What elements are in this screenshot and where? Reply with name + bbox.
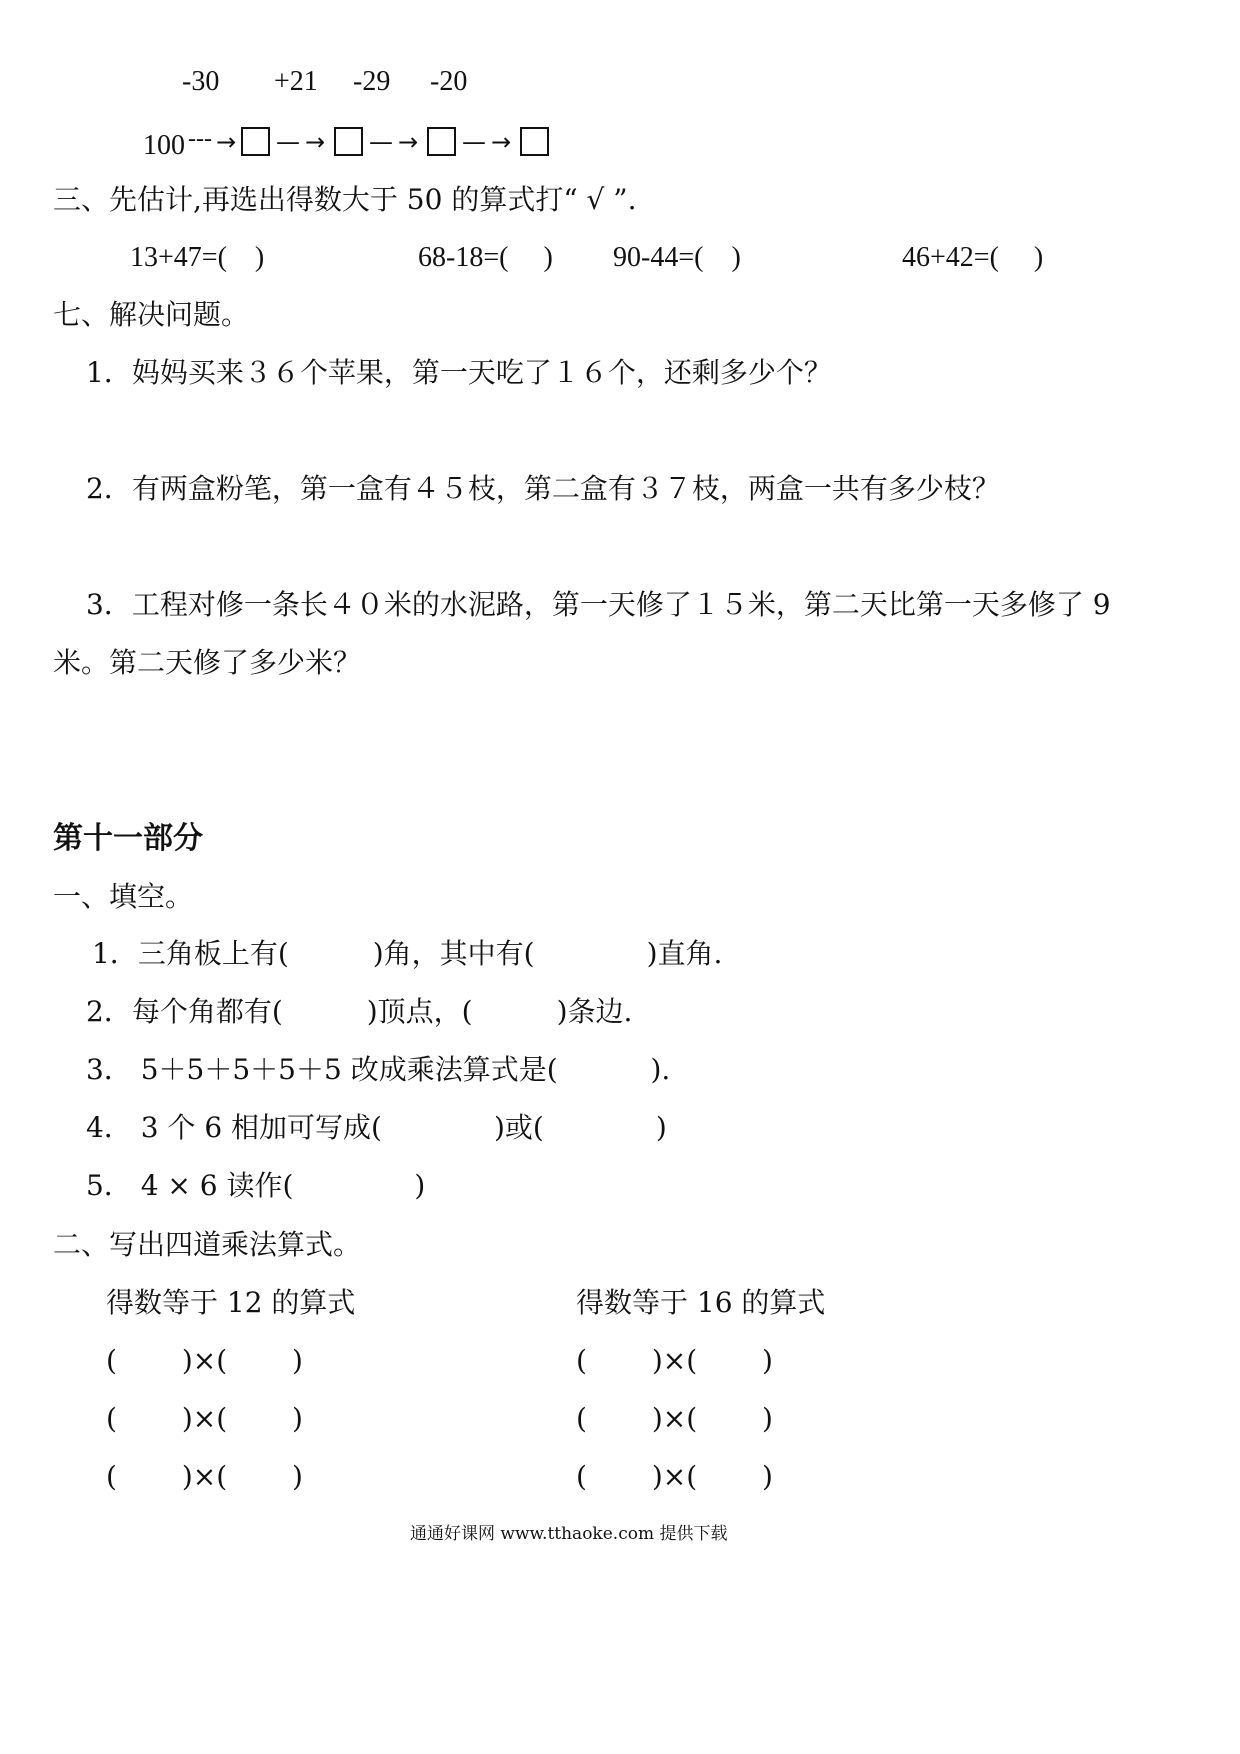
fill-item-3[interactable]: 3． 5＋5＋5＋5＋5 改成乘法算式是( ). xyxy=(86,1053,671,1086)
fill-item-4[interactable]: 4． 3 个 6 相加可写成( )或( ) xyxy=(86,1111,667,1144)
section7-title: 七、解决问题。 xyxy=(53,298,250,331)
right-blank-row-3[interactable]: ( )×( ) xyxy=(576,1460,773,1493)
right-blank-row-2[interactable]: ( )×( ) xyxy=(576,1402,773,1435)
left-blank-row-1[interactable]: ( )×( ) xyxy=(106,1344,303,1377)
answer-box-3[interactable] xyxy=(427,127,456,156)
estimate-item-1[interactable]: 13+47=( ) xyxy=(130,242,265,273)
fill-section-title: 一、填空。 xyxy=(53,880,194,913)
chain-connector-1: — xyxy=(276,128,300,156)
section3-title: 三、先估计,再选出得数大于 50 的算式打“ √ ”. xyxy=(53,183,637,216)
chain-arrow-icon: → xyxy=(491,128,512,156)
chain-connector-3: — xyxy=(462,128,486,156)
chain-start: 100 xyxy=(143,130,185,161)
chain-op-2: +21 xyxy=(274,66,318,97)
estimate-item-4[interactable]: 46+42=( ) xyxy=(902,242,1044,273)
chain-arrow-icon: → xyxy=(398,128,419,156)
fill-item-2[interactable]: 2．每个角都有( )顶点，( )条边. xyxy=(86,995,633,1028)
page-footer: 通通好课网 www.tthaoke.com 提供下载 xyxy=(410,1524,728,1544)
answer-box-4[interactable] xyxy=(520,127,549,156)
problem-3-line1: 3．工程对修一条长４０米的水泥路，第一天修了１５米，第二天比第一天多修了 9 xyxy=(86,588,1111,621)
right-column-label: 得数等于 16 的算式 xyxy=(576,1286,826,1319)
answer-box-2[interactable] xyxy=(334,127,363,156)
chain-op-3: -29 xyxy=(353,66,391,97)
fill-item-5[interactable]: 5． 4 × 6 读作( ) xyxy=(86,1169,426,1202)
chain-dashes: --- xyxy=(188,126,212,152)
problem-1: 1．妈妈买来３６个苹果，第一天吃了１６个，还剩多少个？ xyxy=(86,356,832,389)
estimate-item-2[interactable]: 68-18=( ) xyxy=(418,242,553,273)
right-blank-row-1[interactable]: ( )×( ) xyxy=(576,1344,773,1377)
chain-op-1: -30 xyxy=(182,66,220,97)
multiply-section-title: 二、写出四道乘法算式。 xyxy=(53,1228,362,1261)
chain-arrow-icon: → xyxy=(216,128,237,156)
part-heading: 第十一部分 xyxy=(53,821,203,856)
problem-3-line2: 米。第二天修了多少米？ xyxy=(53,646,362,679)
left-blank-row-2[interactable]: ( )×( ) xyxy=(106,1402,303,1435)
left-column-label: 得数等于 12 的算式 xyxy=(106,1286,356,1319)
fill-item-1[interactable]: 1．三角板上有( )角，其中有( )直角. xyxy=(92,937,723,970)
chain-connector-2: — xyxy=(369,128,393,156)
problem-2: 2．有两盒粉笔，第一盒有４５枝，第二盒有３７枝，两盒一共有多少枝？ xyxy=(86,472,1000,505)
estimate-item-3[interactable]: 90-44=( ) xyxy=(613,242,741,273)
answer-box-1[interactable] xyxy=(241,127,270,156)
left-blank-row-3[interactable]: ( )×( ) xyxy=(106,1460,303,1493)
chain-arrow-icon: → xyxy=(305,128,326,156)
chain-op-4: -20 xyxy=(430,66,468,97)
